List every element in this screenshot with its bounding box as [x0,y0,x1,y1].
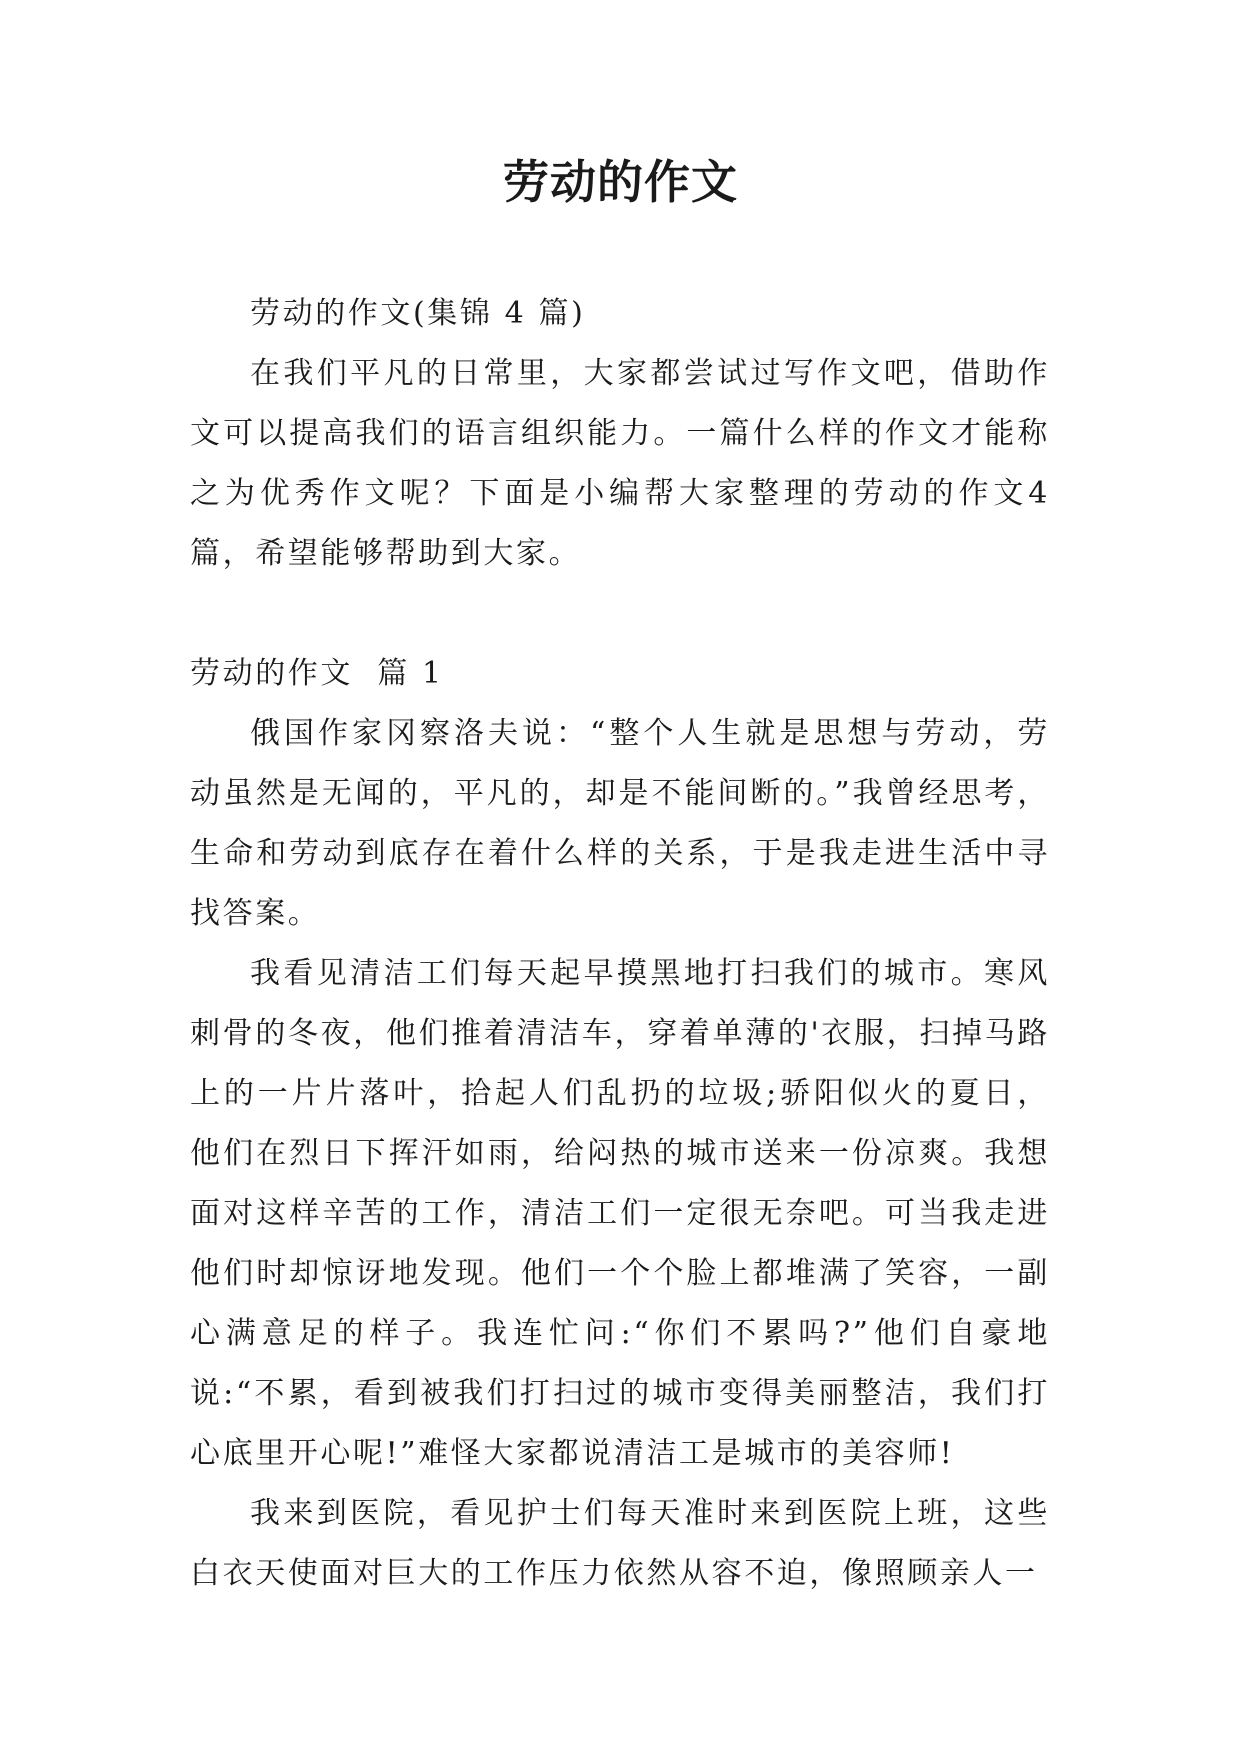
section-heading: 劳动的作文 篇 1 [190,656,444,691]
document-body [190,284,1050,1604]
section-spacer [190,584,1050,644]
body-paragraph: 我看见清洁工们每天起早摸黑地打扫我们的城市。寒风刺骨的冬夜，他们推着清洁车，穿着单薄的'衣服，扫掉马路上的一片片落叶，拾起人们乱扔的垃圾;骄阳似火的夏日，他们在烈日下挥汗如雨，给闷热的城市送来一份凉爽。我想面对这样辛苦的工作，清洁工们一定很无奈吧。可当我走进他们时却惊讶地发现。他们一个个脸上都堆满了笑容，一副心满意足的样子。我连忙问:“你们不累吗?”他们自豪地说:“不累，看到被我们打扫过的城市变得美丽整洁，我们打心底里开心呢!”难怪大家都说清洁工是城市的美容师! [190,956,1050,1471]
body-paragraph: 我来到医院，看见护士们每天准时来到医院上班，这些白衣天使面对巨大的工作压力依然从容不迫，像照顾亲人一 [190,1496,1050,1591]
document-title: 劳动的作文 [503,155,738,209]
document-subtitle: 劳动的作文(集锦 4 篇) [250,296,586,331]
body-paragraph: 俄国作家冈察洛夫说：“整个人生就是思想与劳动，劳动虽然是无闻的，平凡的，却是不能间断的。”我曾经思考，生命和劳动到底存在着什么样的关系，于是我走进生活中寻找答案。 [190,716,1050,931]
intro-paragraph: 在我们平凡的日常里，大家都尝试过写作文吧，借助作文可以提高我们的语言组织能力。一篇什么样的作文才能称之为优秀作文呢？下面是小编帮大家整理的劳动的作文4篇，希望能够帮助到大家。 [190,356,1050,571]
